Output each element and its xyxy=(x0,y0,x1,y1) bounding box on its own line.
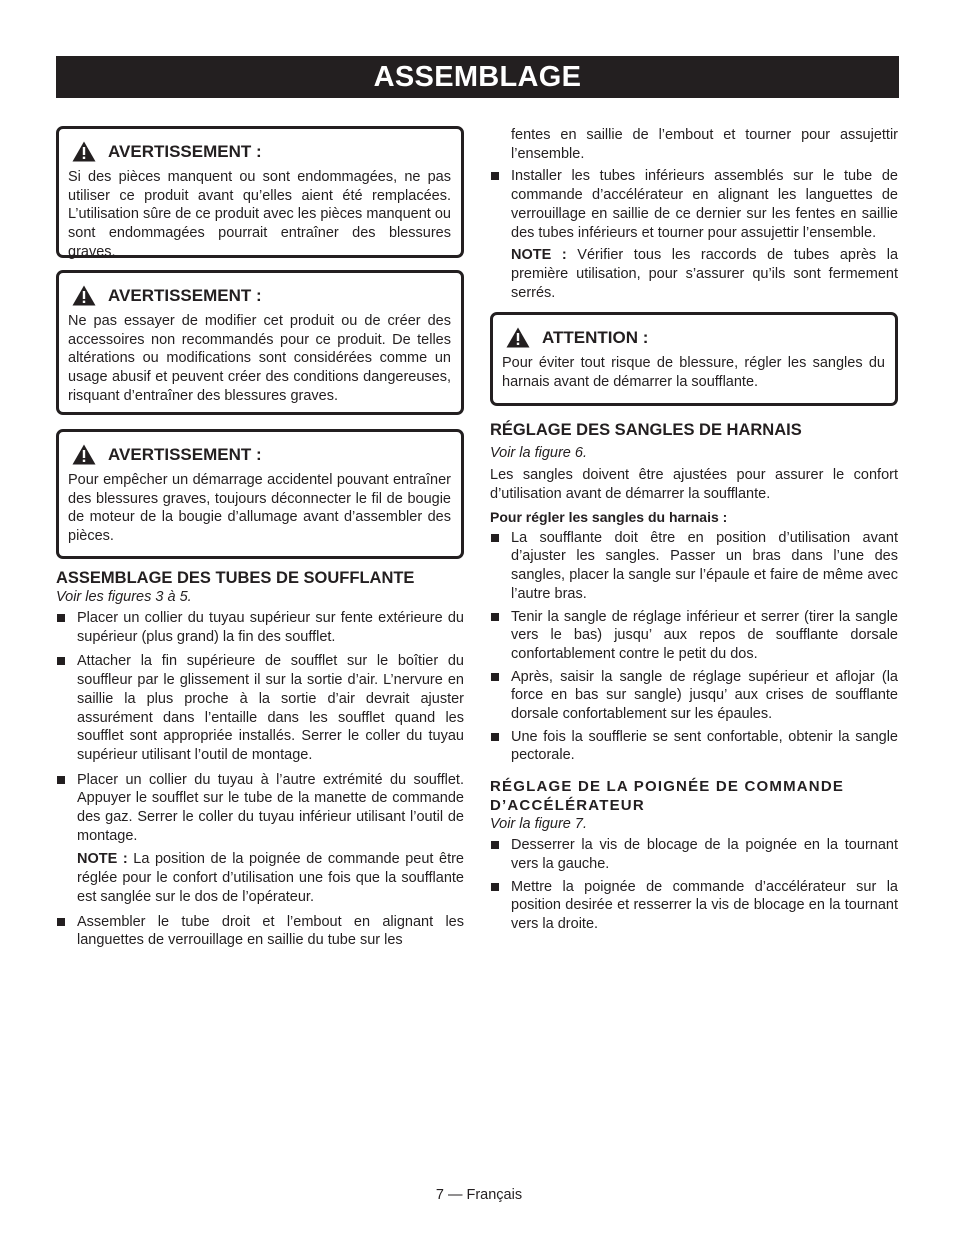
square-bullet-icon xyxy=(491,883,499,891)
square-bullet-icon xyxy=(57,657,65,665)
square-bullet-icon xyxy=(491,673,499,681)
warning-triangle-icon xyxy=(72,444,96,465)
warning-header xyxy=(68,141,451,162)
list-item: Mettre la poignée de commande d’accélérateur sur la position desirée et resserrer la vis de blocage en la tournant vers la droite. xyxy=(490,878,898,934)
attention-header xyxy=(502,327,885,348)
note-paragraph xyxy=(56,850,464,906)
warning-triangle-icon xyxy=(72,141,96,162)
list-item: Placer un collier du tuyau supérieur sur fente extérieure du supérieur (plus grand) la fin des soufflet. xyxy=(56,609,464,646)
square-bullet-icon xyxy=(491,733,499,741)
note-label: NOTE : xyxy=(511,247,567,264)
page-title: ASSEMBLAGE xyxy=(56,56,899,98)
subsection-heading: RÉGLAGE DE LA POIGNÉE DE COMMANDE D’ACCÉLÉRATEUR xyxy=(490,778,845,815)
figure-reference: Voir les figures 3 à 5. xyxy=(56,589,192,605)
attention-box xyxy=(490,312,898,406)
list-item: Après, saisir la sangle de réglage supérieur et aflojar (la force en bas sur sangle) jusqu’ aux crises de soufflante dorsale confortablement sur les épaules. xyxy=(490,668,898,724)
right-column xyxy=(490,126,898,934)
tubes-section xyxy=(56,568,464,950)
list-item: Une fois la soufflerie se sent confortable, obtenir la sangle pectorale. xyxy=(490,728,898,765)
section-heading: RÉGLAGE DES SANGLES DE HARNAIS xyxy=(490,421,802,440)
figure-reference: Voir la figure 6. xyxy=(490,445,587,462)
bullet-list xyxy=(490,529,898,765)
warning-header xyxy=(68,285,451,306)
list-item: La soufflante doit être en position d’utilisation avant d’ajuster les sangles. Passer un bras dans l’une des sangles, placer la sangle sur l’épaule et faire de même avec l’autre bras. xyxy=(490,529,898,604)
page-footer: 7 — Français xyxy=(435,1187,523,1203)
list-item: Tenir la sangle de réglage inférieur et serrer (tirer la sangle vers le bas) jusqu’ aux repos de soufflante dorsale confortablement contre le petit du dos. xyxy=(490,608,898,664)
list-item: Installer les tubes inférieurs assemblés sur le tube de commande d’accélérateur en alignant les languettes de verrouillage en saillie de ce dernier sur les fentes en saillie des tubes inférieurs et tourner pour assujettir l’ensemble. xyxy=(490,167,898,242)
warning-label: AVERTISSEMENT : xyxy=(108,141,262,161)
square-bullet-icon xyxy=(491,841,499,849)
bullet-list xyxy=(490,167,898,242)
note-paragraph xyxy=(490,246,898,302)
list-item: Attacher la fin supérieure de soufflet sur le boîtier du souffleur par le glissement il sur la sortie d’air. L’nervure en saillie la plus proche à la sortie d’air devrait ajuster assurément dans l’entaille dans les soufflet quand les soufflet sont appropriée installés. Serrer le coller du tuyau supérieur utilisant l’outil de montage. xyxy=(56,652,464,764)
attention-label: ATTENTION : xyxy=(542,327,649,347)
harness-section xyxy=(490,420,898,765)
warning-box-modifications xyxy=(56,270,464,415)
attention-text: Pour éviter tout risque de blessure, régler les sangles du harnais avant de démarrer la soufflante. xyxy=(502,355,885,391)
handle-section xyxy=(490,777,898,934)
square-bullet-icon xyxy=(491,534,499,542)
intro-paragraph: Les sangles doivent être ajustées pour assurer le confort d’utilisation avant de démarrer la soufflante. xyxy=(490,467,898,503)
square-bullet-icon xyxy=(491,613,499,621)
bullet-list xyxy=(56,609,464,845)
warning-triangle-icon xyxy=(506,327,530,348)
warning-box-missing-parts xyxy=(56,126,464,258)
warning-header xyxy=(68,444,451,465)
bullet-list xyxy=(56,913,464,950)
bullet-list xyxy=(490,836,898,934)
warning-text: Ne pas essayer de modifier cet produit ou de créer des accessoires non recommandés pour ce produit. De telles altérations ou modifications sont considérées comme un usage abusif et peuvent créer des conditions dangereuses, risquant d’entraîner des blessures graves. xyxy=(68,313,451,404)
warning-label: AVERTISSEMENT : xyxy=(108,285,262,305)
square-bullet-icon xyxy=(57,614,65,622)
list-item: Assembler le tube droit et l’embout en alignant les languettes de verrouillage en saillie du tube sur les xyxy=(56,913,464,950)
square-bullet-icon xyxy=(57,918,65,926)
note-text: La position de la poignée de commande peut être réglée pour le confort d’utilisation une fois que la soufflante est sanglée sur le dos de l’opérateur. xyxy=(77,851,465,905)
note-text: Vérifier tous les raccords de tubes après la première utilisation, pour s’assurer qu’ils sont fermement serrés. xyxy=(511,247,899,301)
warning-text: Pour empêcher un démarrage accidentel pouvant entraîner des blessures graves, toujours déconnecter le fil de bougie de moteur de la bougie d’allumage avant d’assembler des pièces. xyxy=(68,472,451,545)
list-item: Placer un collier du tuyau à l’autre extrémité du soufflet. Appuyer le soufflet sur le tube de la manette de commande des gaz. Serrer le coller du tuyau inférieur utilisant l’outil de montage. xyxy=(56,771,464,846)
square-bullet-icon xyxy=(57,776,65,784)
warning-text: Si des pièces manquent ou sont endommagées, ne pas utiliser ce produit avant qu’elles aient été remplacées. L’utilisation sûre de ce produit avec les pièces manquent ou sont endommagées pourrait entraîner des blessures graves. xyxy=(68,169,451,260)
section-heading: ASSEMBLAGE DES TUBES DE SOUFFLANTE xyxy=(56,569,415,587)
note-label: NOTE : xyxy=(77,851,128,868)
warning-box-spark-plug xyxy=(56,429,464,559)
procedure-lead: Pour régler les sangles du harnais : xyxy=(490,508,728,525)
figure-reference: Voir la figure 7. xyxy=(490,816,587,833)
list-item: Desserrer la vis de blocage de la poignée en la tournant vers la gauche. xyxy=(490,836,898,873)
left-column xyxy=(56,126,464,950)
warning-label: AVERTISSEMENT : xyxy=(108,444,262,464)
warning-triangle-icon xyxy=(72,285,96,306)
square-bullet-icon xyxy=(491,172,499,180)
continued-text: fentes en saillie de l’embout et tourner pour assujettir l’ensemble. xyxy=(511,127,898,162)
